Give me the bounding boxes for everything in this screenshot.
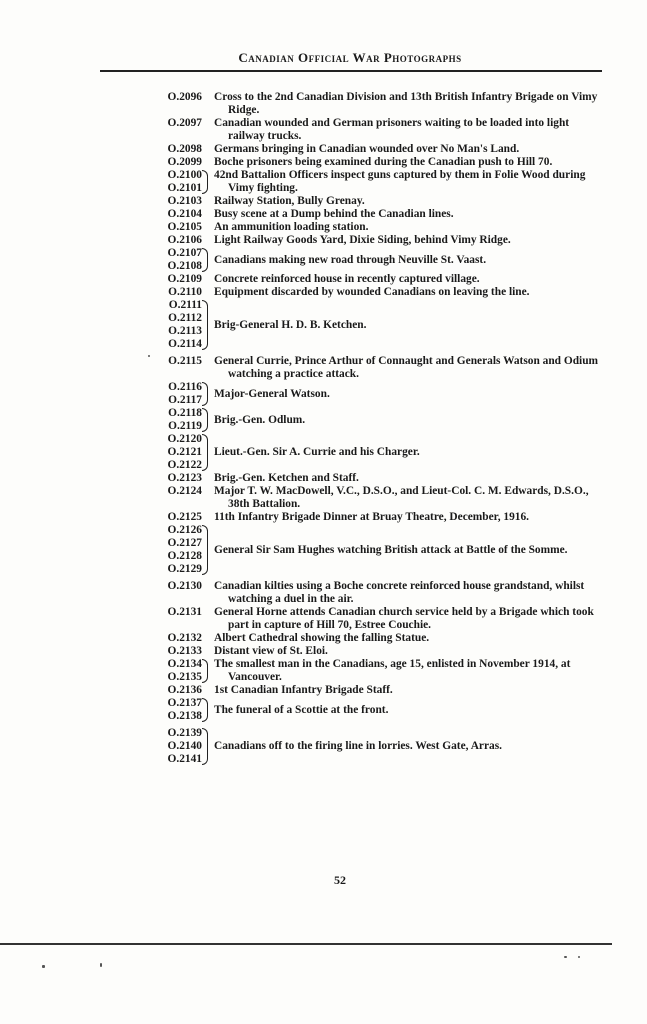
photo-number: O.2096: [167, 91, 202, 103]
catalogue-entry: [150, 143, 602, 156]
photo-number: O.2125: [167, 511, 202, 523]
photo-description: Germans bringing in Canadian wounded over No Man's Land.: [214, 143, 520, 155]
photo-number-group: [150, 658, 202, 684]
photo-number-group: [150, 697, 202, 723]
photo-number: O.2132: [167, 632, 202, 644]
photo-number: O.2138: [167, 710, 202, 722]
photo-number-group: [150, 234, 202, 247]
photo-description: Distant view of St. Eloi.: [214, 645, 328, 657]
photo-number-group: [150, 169, 202, 195]
catalogue-entry: [150, 169, 602, 195]
photo-number: O.2133: [167, 645, 202, 657]
photo-number: O.2119: [168, 420, 202, 432]
photo-number: O.2113: [168, 325, 202, 337]
scan-speck: [100, 963, 102, 967]
photo-description: Cross to the 2nd Canadian Division and 13th British Infantry Brigade on Vimy Ridge.: [214, 91, 598, 116]
catalogue-entry: [150, 355, 602, 381]
photo-number-group: [150, 580, 202, 593]
catalogue-entry: [150, 156, 602, 169]
grouping-brace: [202, 300, 208, 350]
photo-number: O.2115: [168, 355, 202, 367]
photo-description: An ammunition loading station.: [214, 221, 369, 233]
photo-number: O.2137: [167, 697, 202, 709]
photo-description: Boche prisoners being examined during the Canadian push to Hill 70.: [214, 156, 553, 168]
photo-number: O.2139: [167, 727, 202, 739]
photo-number-group: [150, 381, 202, 407]
photo-number: O.2123: [167, 472, 202, 484]
photo-number: O.2128: [167, 550, 202, 562]
photo-number: O.2130: [167, 580, 202, 592]
photo-number: O.2112: [168, 312, 202, 324]
catalogue-entry: [150, 684, 602, 697]
page-number: 52: [334, 873, 346, 887]
photo-number-group: [150, 273, 202, 286]
catalogue-entry: [150, 286, 602, 299]
photo-number: O.2131: [167, 606, 202, 618]
grouping-brace: [202, 248, 208, 272]
catalogue-entry: [150, 524, 602, 576]
photo-description: Canadian wounded and German prisoners waiting to be loaded into light railway trucks.: [214, 117, 570, 142]
scan-speck: [564, 956, 567, 958]
catalogue-entry: [150, 208, 602, 221]
catalogue-entry: [150, 407, 602, 433]
photo-number: O.2136: [167, 684, 202, 696]
photo-number-group: [150, 511, 202, 524]
bottom-rule: [0, 943, 612, 945]
catalogue-entry: [150, 117, 602, 143]
photo-number: O.2126: [167, 524, 202, 536]
photo-number: O.2107: [167, 247, 202, 259]
photo-number: O.2098: [167, 143, 202, 155]
photo-description: General Sir Sam Hughes watching British attack at Battle of the Somme.: [214, 543, 568, 556]
grouping-brace: [202, 659, 208, 683]
catalogue-entry: [150, 580, 602, 606]
photo-number: O.2100: [167, 169, 202, 181]
scan-speck: [578, 956, 580, 958]
photo-number-group: [150, 632, 202, 645]
photo-number: O.2116: [168, 381, 202, 393]
photo-number-group: [150, 286, 202, 299]
photo-number-group: [150, 524, 202, 576]
photo-description: General Currie, Prince Arthur of Connaught and Generals Watson and Odium watching a practice attack.: [214, 355, 599, 380]
photo-number-group: [150, 117, 202, 130]
photo-number: O.2108: [167, 260, 202, 272]
photo-description: Brig.-Gen. Odlum.: [214, 413, 306, 426]
catalogue-entry: [150, 433, 602, 472]
photo-number: O.2134: [167, 658, 202, 670]
photo-catalogue-list: [150, 91, 602, 766]
catalogue-entry: [150, 247, 602, 273]
photo-description: Equipment discarded by wounded Canadians on leaving the line.: [214, 286, 530, 298]
grouping-brace: [202, 408, 208, 432]
photo-description: The funeral of a Scottie at the front.: [214, 703, 389, 716]
photo-description: Concrete reinforced house in recently captured village.: [214, 273, 480, 285]
catalogue-entry: [150, 195, 602, 208]
photo-number-group: [150, 299, 202, 351]
photo-number: O.2110: [168, 286, 202, 298]
photo-description: Major T. W. MacDowell, V.C., D.S.O., and Lieut-Col. C. M. Edwards, D.S.O., 38th Battalion.: [214, 485, 589, 510]
photo-description: General Horne attends Canadian church service held by a Brigade which took part in capture of Hill 70, Estree Couchie.: [214, 606, 594, 631]
catalogue-entry: [150, 273, 602, 286]
photo-number-group: [150, 485, 202, 498]
photo-number-group: [150, 195, 202, 208]
header-rule: [100, 70, 602, 72]
photo-number: O.2097: [167, 117, 202, 129]
photo-description: 11th Infantry Brigade Dinner at Bruay Theatre, December, 1916.: [214, 511, 530, 523]
photo-number: O.2104: [167, 208, 202, 220]
photo-description: Canadian kilties using a Boche concrete reinforced house grandstand, whilst watching a duel in the air.: [214, 580, 585, 605]
photo-number: O.2127: [167, 537, 202, 549]
photo-number: O.2114: [168, 338, 202, 350]
photo-number-group: [150, 606, 202, 619]
photo-number-group: [150, 143, 202, 156]
photo-number: O.2140: [167, 740, 202, 752]
grouping-brace: [202, 698, 208, 722]
photo-description: Railway Station, Bully Grenay.: [214, 195, 365, 207]
photo-number: O.2141: [167, 753, 202, 765]
photo-number-group: [150, 645, 202, 658]
photo-number: O.2129: [167, 563, 202, 575]
photo-description: 42nd Battalion Officers inspect guns captured by them in Folie Wood during Vimy fighting.: [214, 169, 586, 194]
photo-number: O.2122: [167, 459, 202, 471]
grouping-brace: [202, 728, 208, 765]
photo-number: O.2135: [167, 671, 202, 683]
photo-description: Albert Cathedral showing the falling Statue.: [214, 632, 430, 644]
catalogue-entry: [150, 606, 602, 632]
catalogue-entry: [150, 485, 602, 511]
photo-number: O.2124: [167, 485, 202, 497]
photo-number-group: [150, 221, 202, 234]
catalogue-entry: [150, 632, 602, 645]
catalogue-entry: [150, 299, 602, 351]
photo-number-group: [150, 684, 202, 697]
photo-number: O.2106: [167, 234, 202, 246]
catalogue-entry: [150, 91, 602, 117]
photo-number: O.2103: [167, 195, 202, 207]
photo-number: O.2118: [168, 407, 202, 419]
photo-number: O.2099: [167, 156, 202, 168]
catalogue-entry: [150, 511, 602, 524]
photo-description: Light Railway Goods Yard, Dixie Siding, behind Vimy Ridge.: [214, 234, 511, 246]
photo-number: O.2105: [167, 221, 202, 233]
photo-description: Major-General Watson.: [214, 387, 330, 400]
catalogue-entry: [150, 645, 602, 658]
photo-description: 1st Canadian Infantry Brigade Staff.: [214, 684, 393, 696]
catalogue-entry: [150, 658, 602, 684]
photo-number: O.2101: [167, 182, 202, 194]
photo-description: The smallest man in the Canadians, age 15, enlisted in November 1914, at Vancouver.: [214, 658, 571, 683]
catalogue-entry: [150, 472, 602, 485]
photo-description: Lieut.-Gen. Sir A. Currie and his Charger.: [214, 446, 420, 458]
scan-speck: [42, 965, 45, 968]
catalogue-entry: [150, 234, 602, 247]
grouping-brace: [202, 382, 208, 406]
catalogue-entry: [150, 381, 602, 407]
photo-number: O.2121: [167, 446, 202, 458]
photo-number-group: [150, 156, 202, 169]
photo-description: Canadians off to the firing line in lorries. West Gate, Arras.: [214, 740, 503, 752]
photo-description: Brig-General H. D. B. Ketchen.: [214, 318, 367, 331]
scan-speck: [148, 355, 150, 357]
running-header: Canadian Official War Photographs: [238, 50, 462, 65]
photo-number-group: [150, 91, 202, 104]
catalogue-entry: [150, 697, 602, 723]
photo-number-group: [150, 208, 202, 221]
photo-number-group: [150, 407, 202, 433]
grouping-brace: [202, 170, 208, 194]
photo-number-group: [150, 433, 202, 472]
photo-number-group: [150, 247, 202, 273]
photo-description: Canadians making new road through Neuville St. Vaast.: [214, 253, 487, 266]
catalogue-entry: [150, 727, 602, 766]
photo-number: O.2117: [168, 394, 202, 406]
photo-number-group: [150, 727, 202, 766]
photo-number-group: [150, 355, 202, 368]
photo-description: Brig.-Gen. Ketchen and Staff.: [214, 472, 359, 484]
photo-number: O.2109: [167, 273, 202, 285]
grouping-brace: [202, 525, 208, 575]
catalogue-entry: [150, 221, 602, 234]
photo-number: O.2120: [167, 433, 202, 445]
photo-description: Busy scene at a Dump behind the Canadian lines.: [214, 208, 454, 220]
grouping-brace: [202, 434, 208, 471]
photo-number-group: [150, 472, 202, 485]
photo-number: O.2111: [168, 299, 202, 311]
